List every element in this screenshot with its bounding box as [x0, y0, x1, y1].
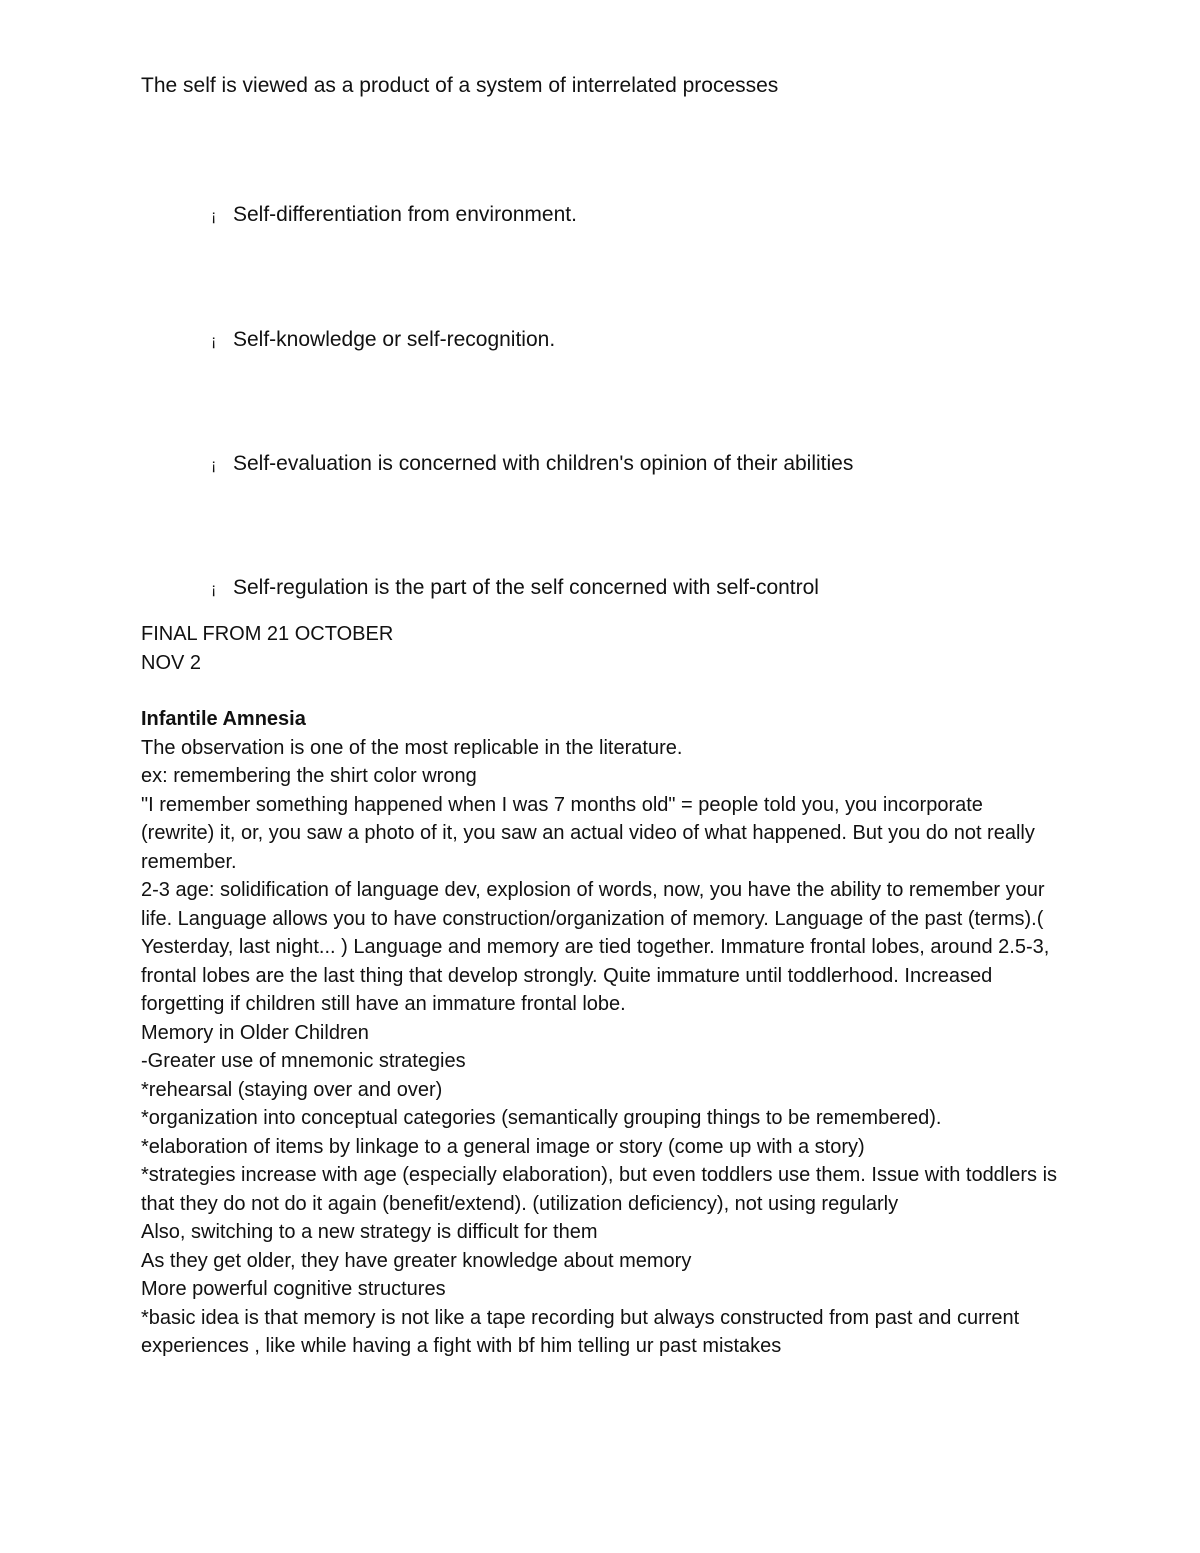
- bullet-text: Self-differentiation from environment.: [233, 203, 577, 226]
- section-heading: Infantile Amnesia: [141, 708, 306, 730]
- note-line: As they get older, they have greater knowledge about memory: [141, 1249, 692, 1272]
- note-line: *organization into conceptual categories (semantically grouping things to be remembered).: [141, 1107, 942, 1129]
- note-line: *rehearsal (staying over and over): [141, 1078, 443, 1101]
- bullet-marker: ¡: [211, 333, 217, 350]
- bullet-item: [211, 574, 819, 604]
- bullet-marker: ¡: [211, 581, 217, 598]
- bullet-item: [211, 326, 555, 356]
- note-line: -Greater use of mnemonic strategies: [141, 1050, 466, 1072]
- bullet-item: [211, 450, 853, 480]
- final-note: [141, 620, 393, 677]
- note-line: *elaboration of items by linkage to a general image or story (come up with a story): [141, 1135, 865, 1158]
- bullet-text: Self-regulation is the part of the self concerned with self-control: [233, 576, 819, 599]
- date-line: NOV 2: [141, 651, 202, 674]
- bullet-text: Self-knowledge or self-recognition.: [233, 328, 556, 351]
- note-line: 2-3 age: solidification of language dev, explosion of words, now, you have the ability to remember your life. Language allows you to have construction/organization of memory. Language of the past (terms).( Yesterday, last night... ) Language and memory are tied together. Immature frontal lobes, around 2.5-3, frontal lobes are the last thing that develop strongly. Quite immature until toddlerhood. Increased forgetting if children still have an immature frontal lobe.: [141, 879, 1050, 1015]
- note-line: The observation is one of the most replicable in the literature.: [141, 736, 683, 759]
- note-line: Memory in Older Children: [141, 1021, 369, 1044]
- intro-line: The self is viewed as a product of a system of interrelated processes: [141, 74, 779, 97]
- note-line: *basic idea is that memory is not like a tape recording but always constructed from past and current experiences , like while having a fight with bf him telling ur past mistakes: [141, 1306, 1020, 1357]
- note-line: "I remember something happened when I was 7 months old" = people told you, you incorporate (rewrite) it, or, you saw a photo of it, you saw an actual video of what happened. But you do not really remember.: [141, 793, 1035, 873]
- bullet-marker: ¡: [211, 457, 217, 474]
- bullet-item: [211, 201, 577, 231]
- note-line: Also, switching to a new strategy is difficult for them: [141, 1221, 598, 1243]
- note-line: *strategies increase with age (especially elaboration), but even toddlers use them. Issue with toddlers is that they do not do it again (benefit/extend). (utilization deficiency), not using regularly: [141, 1164, 1058, 1215]
- note-line: ex: remembering the shirt color wrong: [141, 765, 477, 787]
- infantile-amnesia-section: [141, 705, 1061, 1361]
- note-line: More powerful cognitive structures: [141, 1278, 446, 1300]
- bullet-marker: ¡: [211, 208, 217, 225]
- final-line: FINAL FROM 21 OCTOBER: [141, 623, 394, 645]
- bullet-text: Self-evaluation is concerned with children's opinion of their abilities: [233, 452, 854, 475]
